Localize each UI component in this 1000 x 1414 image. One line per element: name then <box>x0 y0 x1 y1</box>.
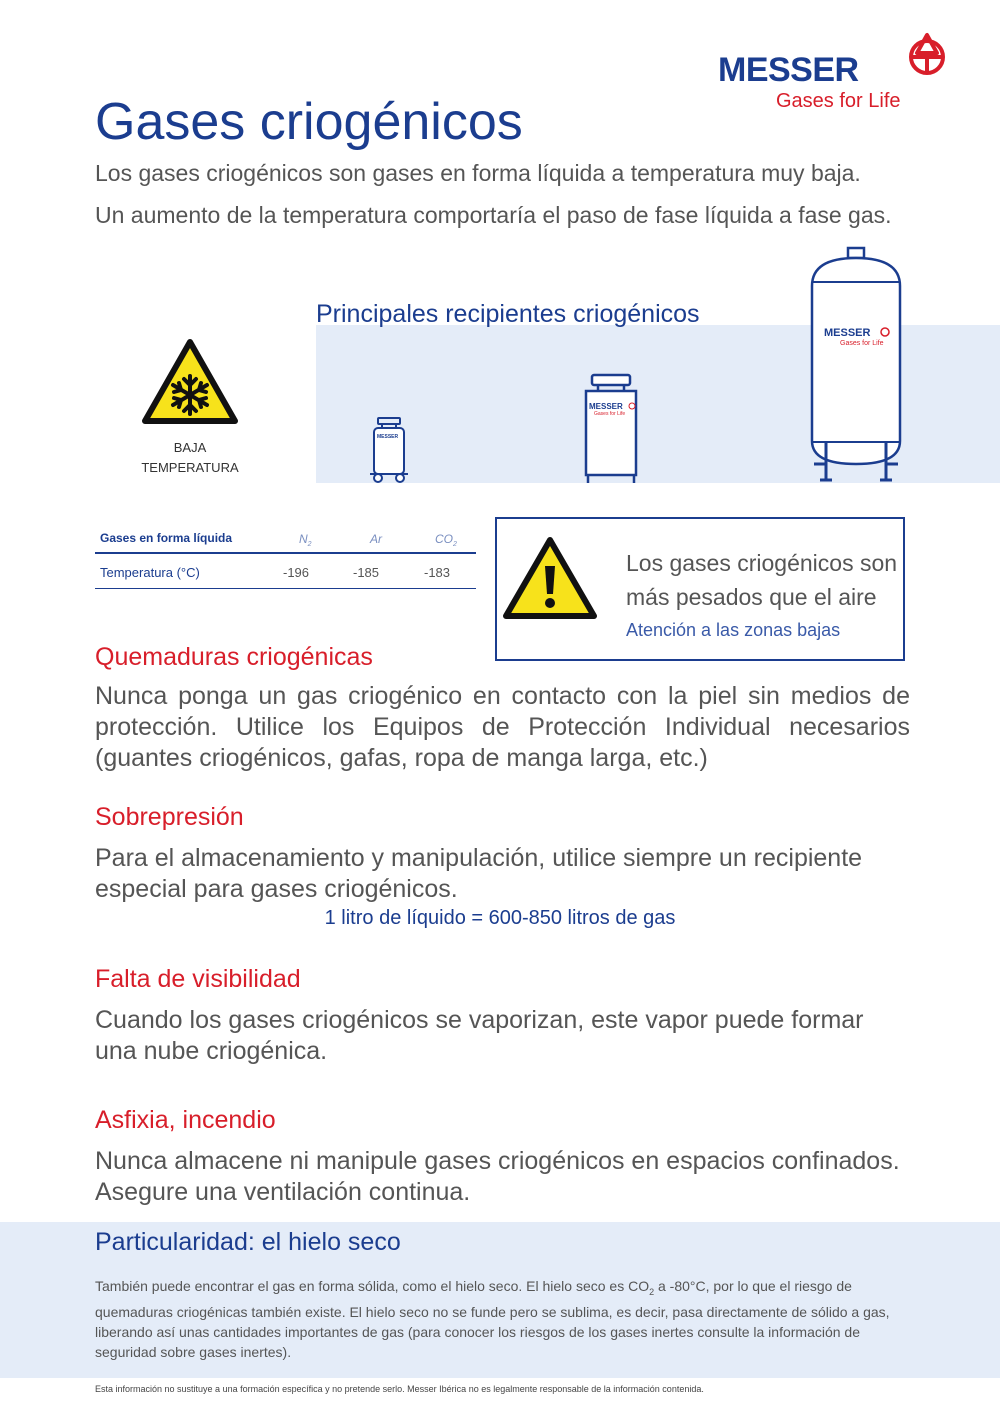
value-n2: -196 <box>283 565 310 580</box>
logo-tagline: Gases for Life <box>776 90 901 112</box>
warning-main-text: Los gases criogénicos son más pesados que el aire <box>626 550 898 610</box>
section-text-burns: Nunca ponga un gas criogénico en contacto con la piel sin medios de protección. Utilice los Equipos de Protección Individual necesarios (guantes criogénicos, gafas, ropa de manga larga, etc.) <box>95 682 910 772</box>
temperature-table <box>95 526 476 589</box>
table-row <box>95 554 476 589</box>
dry-ice-text <box>95 1276 910 1362</box>
snowflake-hazard-icon <box>141 338 239 425</box>
value-ar: -185 <box>353 565 380 580</box>
section-heading-visibility: Falta de visibilidad <box>95 965 301 993</box>
svg-text:MESSER: MESSER <box>824 327 871 339</box>
dry-ice-sub: 2 <box>649 1286 655 1297</box>
section-heading-asphyxia: Asfixia, incendio <box>95 1106 276 1134</box>
overpressure-note: 1 litro de líquido = 600-850 litros de gas <box>324 907 676 929</box>
dry-ice-text-a: También puede encontrar el gas en forma sólida, como el hielo seco. El hielo seco es CO <box>95 1278 650 1294</box>
value-co2: -183 <box>424 565 451 580</box>
svg-text:MESSER: MESSER <box>589 402 623 411</box>
small-dewar-icon <box>368 416 410 484</box>
logo-wordmark: MESSER <box>718 51 859 89</box>
exclamation-hazard-icon <box>502 536 598 620</box>
gas-ar-name: Ar <box>370 532 382 546</box>
intro-line-1: Los gases criogénicos son gases en forma líquida a temperatura muy baja. <box>95 160 861 186</box>
section-text-asphyxia: Nunca almacene ni manipule gases criogénicos en espacios confinados. Asegure una ventilación continua. <box>95 1147 900 1206</box>
gas-n2-sub: 2 <box>307 541 312 549</box>
hazard-caption-line-1: BAJA <box>173 440 207 455</box>
section-text-visibility: Cuando los gases criogénicos se vaporizan, este vapor puede formar una nube criogénica. <box>95 1006 864 1065</box>
svg-text:MESSER: MESSER <box>377 434 399 440</box>
footer-disclaimer: Esta información no sustituye a una formación específica y no pretende serlo. Messer Ibérica no es legalmente responsable de la información contenida. <box>95 1384 704 1394</box>
warning-sub-text: Atención a las zonas bajas <box>626 620 841 640</box>
svg-text:Gases for Life: Gases for Life <box>840 340 884 347</box>
table-header-row <box>95 526 476 554</box>
gas-ar <box>370 532 382 546</box>
gas-co2-name: CO <box>435 532 453 546</box>
gas-n2-name: N <box>299 532 308 546</box>
hazard-sign-caption <box>130 438 250 478</box>
page-title: Gases criogénicos <box>95 93 523 151</box>
section-heading-overpressure: Sobrepresión <box>95 803 244 831</box>
gas-n2 <box>299 532 312 548</box>
large-tank-icon <box>806 246 906 484</box>
dry-ice-text-b: a -80°C, por lo que el riesgo de quemaduras criogénicas también existe. El hielo seco no se funde pero se sublima, es decir, pasa directamente de sólido a gas, liberando así unas cantidades importantes de gas (para conocer los riesgos de los gases inertes consulte la información de seguridad sobre gases inertes). <box>95 1278 890 1360</box>
row-label: Temperatura (°C) <box>100 565 200 580</box>
gas-co2-sub: 2 <box>453 541 457 549</box>
gas-co2 <box>435 532 457 548</box>
dry-ice-title: Particularidad: el hielo seco <box>95 1228 401 1256</box>
intro-line-2: Un aumento de la temperatura comportaría el paso de fase líquida a fase gas. <box>95 202 892 228</box>
svg-text:Gases for Life: Gases for Life <box>594 411 626 417</box>
hazard-caption-line-2: TEMPERATURA <box>141 460 239 475</box>
table-header-label: Gases en forma líquida <box>100 531 233 545</box>
section-text-overpressure: Para el almacenamiento y manipulación, utilice siempre un recipiente especial para gases criogénicos. <box>95 844 863 903</box>
containers-title: Principales recipientes criogénicos <box>316 300 700 328</box>
medium-container-icon <box>582 373 640 485</box>
section-heading-burns: Quemaduras criogénicas <box>95 643 373 671</box>
messer-logo-icon <box>906 32 948 78</box>
